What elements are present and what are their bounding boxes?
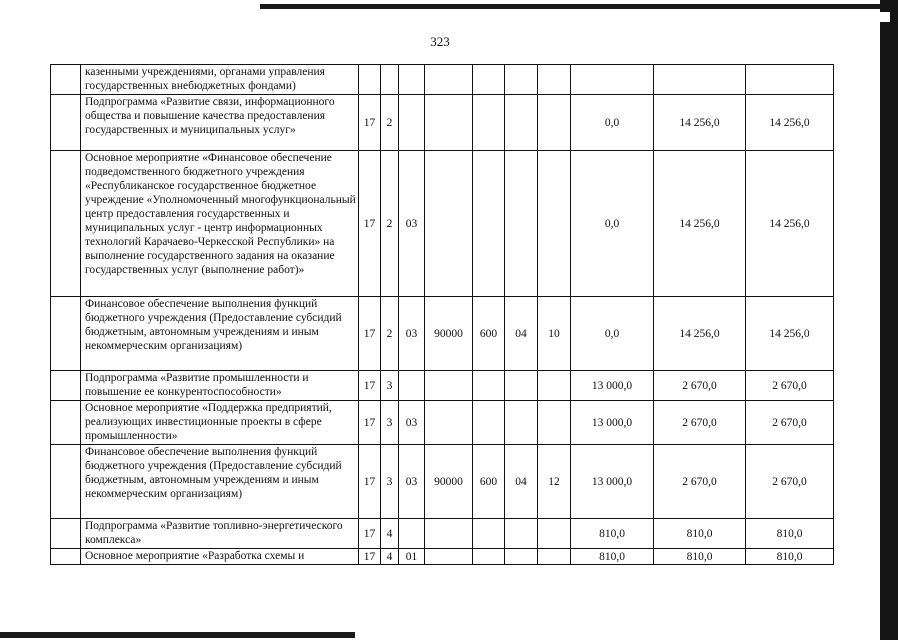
- subsection-code: [538, 151, 571, 297]
- amount-col-3: 810,0: [746, 549, 834, 565]
- subprogram-code: 2: [381, 297, 399, 371]
- section-code: 04: [505, 445, 538, 519]
- main-event-code: 03: [399, 151, 425, 297]
- expense-type: [473, 549, 505, 565]
- amount-col-1: 810,0: [571, 549, 654, 565]
- row-margin-cell: [51, 371, 81, 401]
- table-row: [51, 445, 834, 519]
- page-number: 323: [430, 34, 450, 49]
- amount-col-3: 2 670,0: [746, 445, 834, 519]
- program-code: 17: [359, 401, 381, 445]
- subprogram-code: 4: [381, 519, 399, 549]
- section-code: [505, 371, 538, 401]
- amount-col-2: 14 256,0: [654, 151, 746, 297]
- subprogram-code: 3: [381, 401, 399, 445]
- scan-edge-right-gap: [880, 12, 890, 22]
- scan-edge-top: [260, 4, 898, 9]
- program-code: 17: [359, 151, 381, 297]
- amount-col-1: 13 000,0: [571, 371, 654, 401]
- direction-code: [425, 401, 473, 445]
- amount-col-1: 0,0: [571, 297, 654, 371]
- amount-col-2: 2 670,0: [654, 371, 746, 401]
- subsection-code: [538, 65, 571, 95]
- main-event-code: 01: [399, 549, 425, 565]
- main-event-code: 03: [399, 297, 425, 371]
- program-code: 17: [359, 519, 381, 549]
- expense-type: [473, 519, 505, 549]
- subprogram-code: 4: [381, 549, 399, 565]
- amount-col-2: 14 256,0: [654, 297, 746, 371]
- direction-code: [425, 549, 473, 565]
- amount-col-1: [571, 65, 654, 95]
- direction-code: [425, 95, 473, 151]
- row-description: Подпрограмма «Развитие топливно-энергетического комплекса»: [81, 519, 359, 549]
- section-code: [505, 519, 538, 549]
- direction-code: 90000: [425, 445, 473, 519]
- main-event-code: 03: [399, 445, 425, 519]
- main-event-code: 03: [399, 401, 425, 445]
- table-row: [51, 95, 834, 151]
- expense-type: [473, 65, 505, 95]
- row-description: Финансовое обеспечение выполнения функций бюджетного учреждения (Предоставление субсидий бюджетным, автономным учреждениям и иным некоммерческим организациям): [81, 445, 359, 519]
- expense-type: [473, 151, 505, 297]
- row-description: Основное мероприятие «Финансовое обеспечение подведомственного бюджетного учреждения «Республиканское государственное бюджетное учреждение «Уполномоченный многофункциональный центр предоставления государственных и муниципальных услуг - центр информационных технологий Карачаево-Черкесской Республики» на выполнение государственного задания на оказание государственных услуг (выполнение работ)»: [81, 151, 359, 297]
- scan-edge-bottom: [0, 632, 355, 638]
- amount-col-2: [654, 65, 746, 95]
- budget-table: [50, 64, 834, 565]
- expense-type: [473, 95, 505, 151]
- table-row: [51, 297, 834, 371]
- main-event-code: [399, 65, 425, 95]
- direction-code: [425, 519, 473, 549]
- row-margin-cell: [51, 549, 81, 565]
- subsection-code: 12: [538, 445, 571, 519]
- section-code: [505, 65, 538, 95]
- row-margin-cell: [51, 519, 81, 549]
- section-code: [505, 151, 538, 297]
- direction-code: [425, 371, 473, 401]
- subsection-code: [538, 401, 571, 445]
- amount-col-3: 14 256,0: [746, 95, 834, 151]
- main-event-code: [399, 519, 425, 549]
- program-code: 17: [359, 371, 381, 401]
- direction-code: 90000: [425, 297, 473, 371]
- main-event-code: [399, 95, 425, 151]
- subsection-code: [538, 371, 571, 401]
- row-description: Подпрограмма «Развитие промышленности и повышение ее конкурентоспособности»: [81, 371, 359, 401]
- amount-col-1: 13 000,0: [571, 401, 654, 445]
- expense-type: [473, 371, 505, 401]
- subsection-code: [538, 95, 571, 151]
- subprogram-code: 2: [381, 151, 399, 297]
- subprogram-code: [381, 65, 399, 95]
- row-description: Финансовое обеспечение выполнения функций бюджетного учреждения (Предоставление субсидий бюджетным, автономным учреждениям и иным некоммерческим организациям): [81, 297, 359, 371]
- amount-col-2: 810,0: [654, 519, 746, 549]
- section-code: [505, 95, 538, 151]
- table-row: [51, 371, 834, 401]
- subprogram-code: 3: [381, 371, 399, 401]
- row-margin-cell: [51, 65, 81, 95]
- direction-code: [425, 65, 473, 95]
- row-margin-cell: [51, 95, 81, 151]
- amount-col-3: 2 670,0: [746, 401, 834, 445]
- amount-col-2: 810,0: [654, 549, 746, 565]
- subprogram-code: 3: [381, 445, 399, 519]
- amount-col-1: 13 000,0: [571, 445, 654, 519]
- section-code: 04: [505, 297, 538, 371]
- scan-edge-right: [880, 0, 898, 640]
- amount-col-2: 2 670,0: [654, 445, 746, 519]
- row-description: Основное мероприятие «Разработка схемы и: [81, 549, 359, 565]
- table-row: [51, 519, 834, 549]
- row-margin-cell: [51, 401, 81, 445]
- row-description: казенными учреждениями, органами управления государственных внебюджетных фондами): [81, 65, 359, 95]
- amount-col-3: 14 256,0: [746, 297, 834, 371]
- row-margin-cell: [51, 297, 81, 371]
- main-event-code: [399, 371, 425, 401]
- amount-col-1: 810,0: [571, 519, 654, 549]
- section-code: [505, 549, 538, 565]
- direction-code: [425, 151, 473, 297]
- expense-type: 600: [473, 445, 505, 519]
- row-description: Подпрограмма «Развитие связи, информационного общества и повышение качества предоставления государственных и муниципальных услуг»: [81, 95, 359, 151]
- expense-type: [473, 401, 505, 445]
- program-code: 17: [359, 297, 381, 371]
- subsection-code: 10: [538, 297, 571, 371]
- subsection-code: [538, 519, 571, 549]
- row-description: Основное мероприятие «Поддержка предприятий, реализующих инвестиционные проекты в сфере промышленности»: [81, 401, 359, 445]
- table-row: [51, 401, 834, 445]
- row-margin-cell: [51, 151, 81, 297]
- amount-col-1: 0,0: [571, 95, 654, 151]
- table-row: [51, 549, 834, 565]
- subsection-code: [538, 549, 571, 565]
- amount-col-2: 2 670,0: [654, 401, 746, 445]
- subprogram-code: 2: [381, 95, 399, 151]
- amount-col-1: 0,0: [571, 151, 654, 297]
- table-body: [51, 65, 834, 565]
- amount-col-3: 14 256,0: [746, 151, 834, 297]
- amount-col-3: 810,0: [746, 519, 834, 549]
- expense-type: 600: [473, 297, 505, 371]
- amount-col-2: 14 256,0: [654, 95, 746, 151]
- program-code: [359, 65, 381, 95]
- amount-col-3: [746, 65, 834, 95]
- program-code: 17: [359, 445, 381, 519]
- row-margin-cell: [51, 445, 81, 519]
- program-code: 17: [359, 549, 381, 565]
- section-code: [505, 401, 538, 445]
- table-row: [51, 151, 834, 297]
- program-code: 17: [359, 95, 381, 151]
- amount-col-3: 2 670,0: [746, 371, 834, 401]
- table-row: [51, 65, 834, 95]
